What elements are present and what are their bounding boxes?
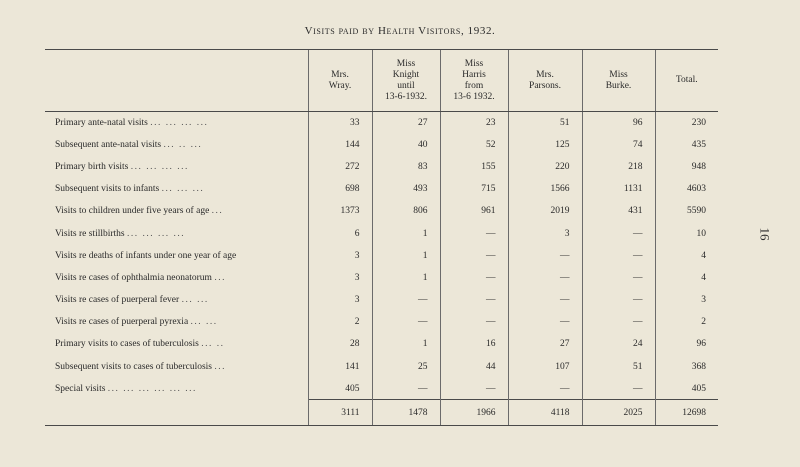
value-cell: 2019 (508, 200, 582, 222)
column-header: Miss Knight until 13-6-1932. (372, 50, 440, 112)
value-cell: — (582, 378, 655, 400)
leader-dots: ... (211, 206, 224, 217)
value-cell: — (508, 378, 582, 400)
value-cell: 4 (655, 245, 718, 267)
value-cell: 25 (372, 356, 440, 378)
row-label-cell (45, 156, 308, 178)
value-cell: 33 (308, 112, 372, 134)
value-cell: — (440, 311, 508, 333)
value-cell: 1 (372, 245, 440, 267)
column-header: Mrs. Wray. (308, 50, 372, 112)
leader-dots: ... .. ... (163, 139, 203, 150)
row-label-cell (45, 222, 308, 244)
row-label-cell (45, 178, 308, 200)
total-cell: 12698 (655, 400, 718, 426)
value-cell: 3 (508, 222, 582, 244)
page-title: Visits paid by Health Visitors, 1932. (304, 25, 496, 37)
page-number: 16 (757, 227, 773, 241)
value-cell: 6 (308, 222, 372, 244)
row-label-cell (45, 333, 308, 355)
value-cell: 83 (372, 156, 440, 178)
row-label-cell (45, 245, 308, 267)
value-cell: 1131 (582, 178, 655, 200)
value-cell: 431 (582, 200, 655, 222)
value-cell: 1566 (508, 178, 582, 200)
total-cell: 1966 (440, 400, 508, 426)
leader-dots: ... ... (190, 317, 218, 328)
value-cell: — (508, 289, 582, 311)
row-label: Primary ante-natal visits (55, 117, 148, 128)
row-label: Visits re cases of ophthalmia neonatorum (55, 272, 212, 283)
leader-dots: ... ... ... ... (127, 228, 186, 239)
value-cell: 141 (308, 356, 372, 378)
value-cell: — (372, 289, 440, 311)
value-cell: 493 (372, 178, 440, 200)
table-row (45, 134, 718, 156)
leader-dots: ... ... ... ... ... ... (107, 383, 197, 394)
value-cell: 51 (508, 112, 582, 134)
row-label: Visits re cases of puerperal pyrexia (55, 317, 189, 328)
table-row (45, 267, 718, 289)
leader-dots: ... ... (181, 295, 209, 306)
value-cell: 10 (655, 222, 718, 244)
value-cell: 27 (372, 112, 440, 134)
value-cell: — (582, 289, 655, 311)
value-cell: — (582, 222, 655, 244)
value-cell: 96 (582, 112, 655, 134)
value-cell: 24 (582, 333, 655, 355)
value-cell: 218 (582, 156, 655, 178)
value-cell: 52 (440, 134, 508, 156)
column-header: Total. (655, 50, 718, 112)
table-row (45, 222, 718, 244)
row-label-cell (45, 356, 308, 378)
table-row (45, 378, 718, 400)
table-row (45, 289, 718, 311)
value-cell: 125 (508, 134, 582, 156)
row-label-cell (45, 112, 308, 134)
row-label-cell (45, 289, 308, 311)
value-cell: 2 (655, 311, 718, 333)
leader-dots: ... (214, 361, 226, 372)
column-header-description (45, 50, 308, 112)
value-cell: 4 (655, 267, 718, 289)
row-label-cell (45, 378, 308, 400)
value-cell: — (582, 311, 655, 333)
row-label: Subsequent visits to infants (55, 184, 160, 195)
table-row (45, 311, 718, 333)
value-cell: 27 (508, 333, 582, 355)
row-label: Visits re deaths of infants under one year of age (55, 250, 237, 261)
value-cell: 806 (372, 200, 440, 222)
row-label: Primary birth visits (55, 161, 129, 172)
leader-dots: ... ... ... ... (150, 117, 209, 128)
value-cell: 74 (582, 134, 655, 156)
value-cell: 698 (308, 178, 372, 200)
value-cell: 23 (440, 112, 508, 134)
totals-row (45, 400, 718, 426)
row-label: Subsequent visits to cases of tuberculosis (55, 361, 212, 372)
totals-label-cell (45, 400, 308, 426)
value-cell: 16 (440, 333, 508, 355)
table-row (45, 156, 718, 178)
row-label: Special visits (55, 383, 106, 394)
value-cell: 961 (440, 200, 508, 222)
leader-dots: ... .. (201, 339, 225, 350)
value-cell: 272 (308, 156, 372, 178)
value-cell: 368 (655, 356, 718, 378)
value-cell: — (582, 245, 655, 267)
column-header: Mrs. Parsons. (508, 50, 582, 112)
value-cell: 1 (372, 222, 440, 244)
value-cell: — (508, 311, 582, 333)
table-row (45, 333, 718, 355)
leader-dots: ... ... ... (161, 184, 205, 195)
value-cell: 230 (655, 112, 718, 134)
value-cell: 3 (308, 245, 372, 267)
value-cell: 40 (372, 134, 440, 156)
row-label-cell (45, 200, 308, 222)
value-cell: 220 (508, 156, 582, 178)
value-cell: — (508, 245, 582, 267)
table-row (45, 178, 718, 200)
total-cell: 2025 (582, 400, 655, 426)
total-cell: 4118 (508, 400, 582, 426)
row-label: Visits re cases of puerperal fever (55, 295, 180, 306)
value-cell: 1 (372, 333, 440, 355)
value-cell: — (582, 267, 655, 289)
row-label-cell (45, 267, 308, 289)
value-cell: 3 (308, 289, 372, 311)
row-label: Visits re stillbirths (55, 228, 125, 239)
value-cell: — (440, 289, 508, 311)
value-cell: 3 (308, 267, 372, 289)
value-cell: 405 (308, 378, 372, 400)
table-row (45, 356, 718, 378)
row-label: Visits to children under five years of age (55, 206, 210, 217)
value-cell: 1373 (308, 200, 372, 222)
leader-dots: ... (214, 272, 226, 283)
row-label: Primary visits to cases of tuberculosis (55, 339, 199, 350)
table-row (45, 112, 718, 134)
value-cell: — (440, 267, 508, 289)
column-header: Miss Harris from 13-6 1932. (440, 50, 508, 112)
value-cell: 96 (655, 333, 718, 355)
value-cell: 5590 (655, 200, 718, 222)
total-cell: 1478 (372, 400, 440, 426)
value-cell: 1 (372, 267, 440, 289)
value-cell: 948 (655, 156, 718, 178)
leader-dots: ... ... ... ... (130, 161, 189, 172)
value-cell: 3 (655, 289, 718, 311)
value-cell: — (440, 378, 508, 400)
total-cell: 3111 (308, 400, 372, 426)
value-cell: 44 (440, 356, 508, 378)
value-cell: 4603 (655, 178, 718, 200)
row-label-cell (45, 311, 308, 333)
value-cell: — (440, 222, 508, 244)
row-label: Subsequent ante-natal visits (55, 139, 162, 150)
table-row (45, 200, 718, 222)
value-cell: 435 (655, 134, 718, 156)
value-cell: 28 (308, 333, 372, 355)
header-row (45, 50, 718, 112)
visits-table (45, 49, 718, 426)
row-label-cell (45, 134, 308, 156)
value-cell: 2 (308, 311, 372, 333)
value-cell: 107 (508, 356, 582, 378)
value-cell: 51 (582, 356, 655, 378)
value-cell: 144 (308, 134, 372, 156)
table-row (45, 245, 718, 267)
column-header: Miss Burke. (582, 50, 655, 112)
value-cell: — (372, 378, 440, 400)
value-cell: — (372, 311, 440, 333)
value-cell: 155 (440, 156, 508, 178)
value-cell: 405 (655, 378, 718, 400)
value-cell: — (440, 245, 508, 267)
value-cell: — (508, 267, 582, 289)
value-cell: 715 (440, 178, 508, 200)
